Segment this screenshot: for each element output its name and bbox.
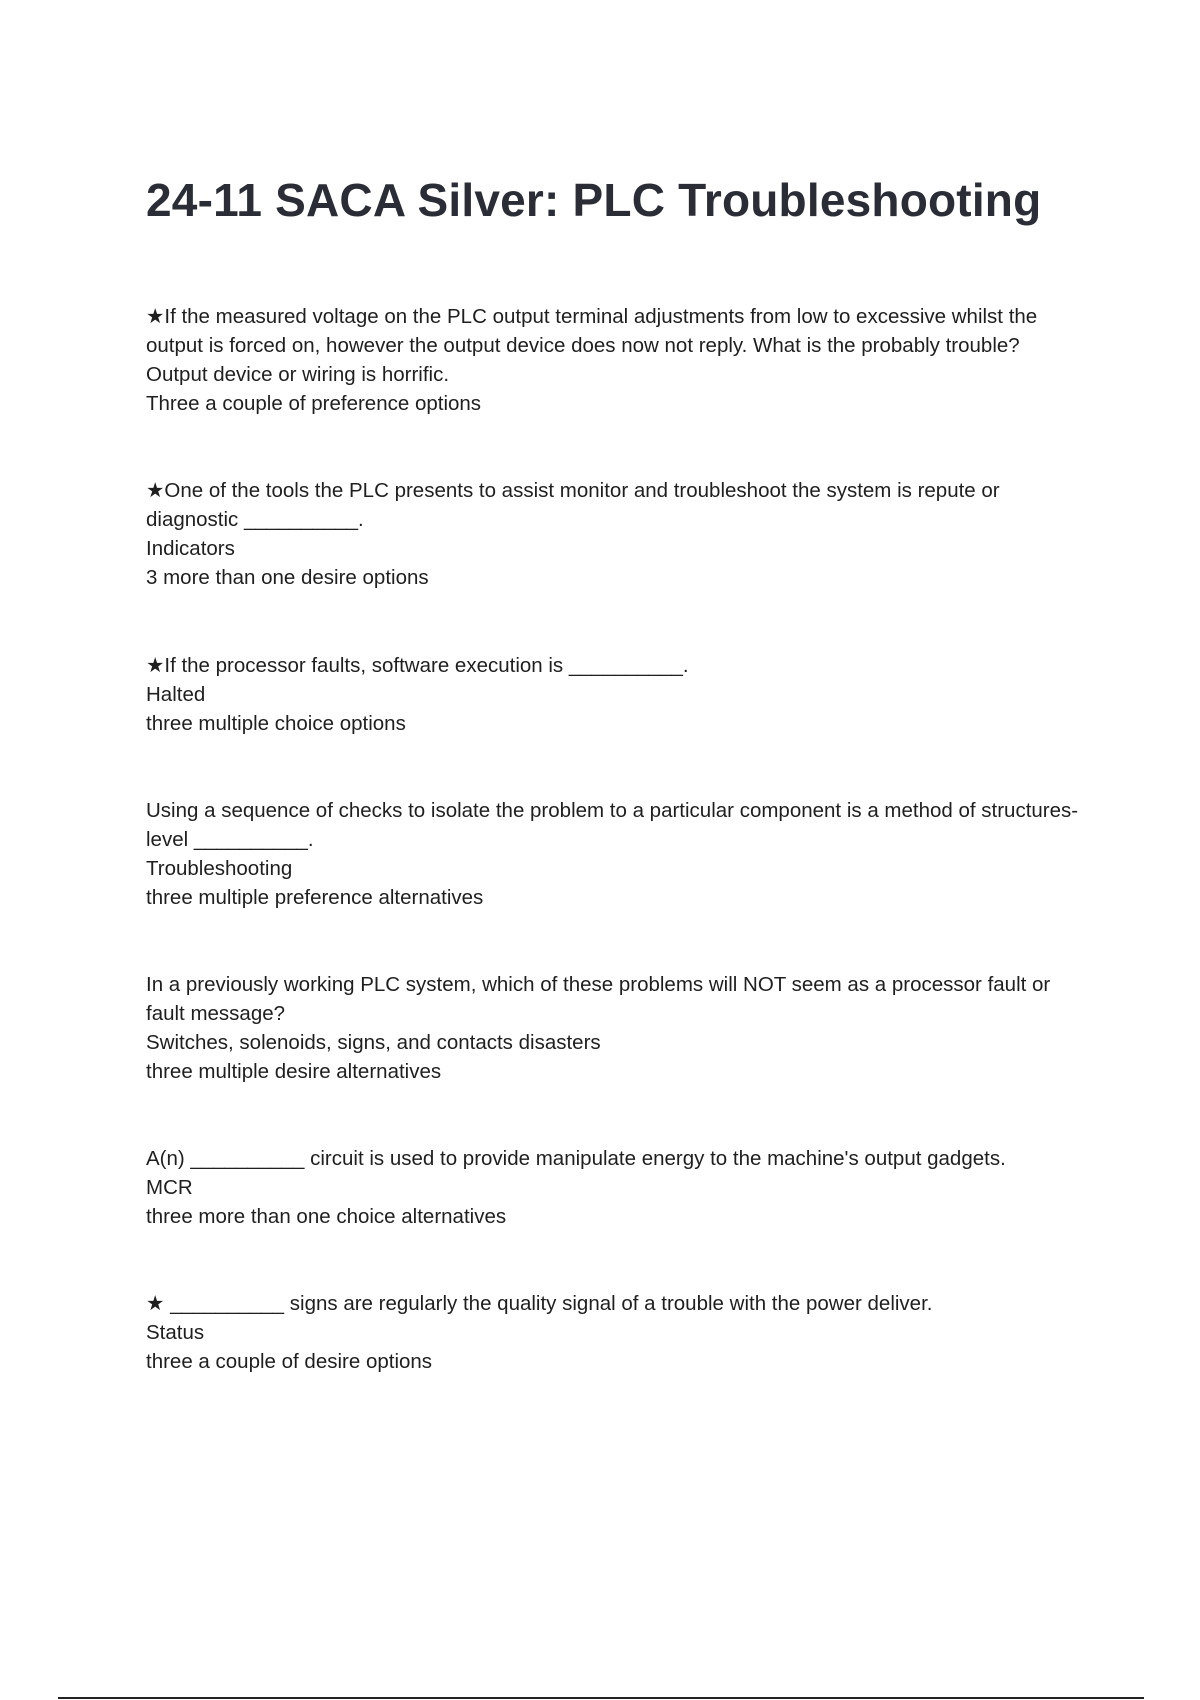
options-note: three more than one choice alternatives xyxy=(146,1205,507,1228)
answer-text: Troubleshooting xyxy=(146,857,293,880)
question-item-7 xyxy=(146,1289,1086,1376)
question-item-5 xyxy=(146,970,1086,1086)
question-list xyxy=(146,302,1086,1434)
question-text: ★ __________ signs are regularly the quality signal of a trouble with the power deliver. xyxy=(146,1292,933,1315)
question-text: In a previously working PLC system, which of these problems will NOT seem as a processor fault or fault message? xyxy=(146,973,1051,1025)
question-text: Using a sequence of checks to isolate the problem to a particular component is a method of structures-level __________. xyxy=(146,799,1079,851)
question-item-6 xyxy=(146,1144,1086,1231)
question-item-1 xyxy=(146,302,1086,418)
answer-text: Output device or wiring is horrific. xyxy=(146,363,450,386)
answer-text: Switches, solenoids, signs, and contacts disasters xyxy=(146,1031,601,1054)
options-note: Three a couple of preference options xyxy=(146,392,482,415)
footer-divider xyxy=(58,1697,1144,1699)
options-note: three multiple choice options xyxy=(146,712,406,735)
question-text: ★One of the tools the PLC presents to assist monitor and troubleshoot the system is repute or diagnostic __________. xyxy=(146,479,1000,531)
answer-text: Status xyxy=(146,1321,205,1344)
question-item-2 xyxy=(146,476,1086,592)
options-note: three a couple of desire options xyxy=(146,1350,433,1373)
answer-text: MCR xyxy=(146,1176,193,1199)
page-title: 24-11 SACA Silver: PLC Troubleshooting xyxy=(146,174,1042,226)
answer-text: Halted xyxy=(146,683,206,706)
question-text: A(n) __________ circuit is used to provide manipulate energy to the machine's output gadgets. xyxy=(146,1147,1006,1170)
question-text: ★If the measured voltage on the PLC output terminal adjustments from low to excessive whilst the output is forced on, however the output device does now not reply. What is the probably trouble? xyxy=(146,305,1038,357)
answer-text: Indicators xyxy=(146,537,235,560)
options-note: three multiple preference alternatives xyxy=(146,886,484,909)
question-item-4 xyxy=(146,796,1086,912)
options-note: 3 more than one desire options xyxy=(146,566,429,589)
options-note: three multiple desire alternatives xyxy=(146,1060,442,1083)
question-text: ★If the processor faults, software execution is __________. xyxy=(146,654,689,677)
question-item-3 xyxy=(146,651,1086,738)
